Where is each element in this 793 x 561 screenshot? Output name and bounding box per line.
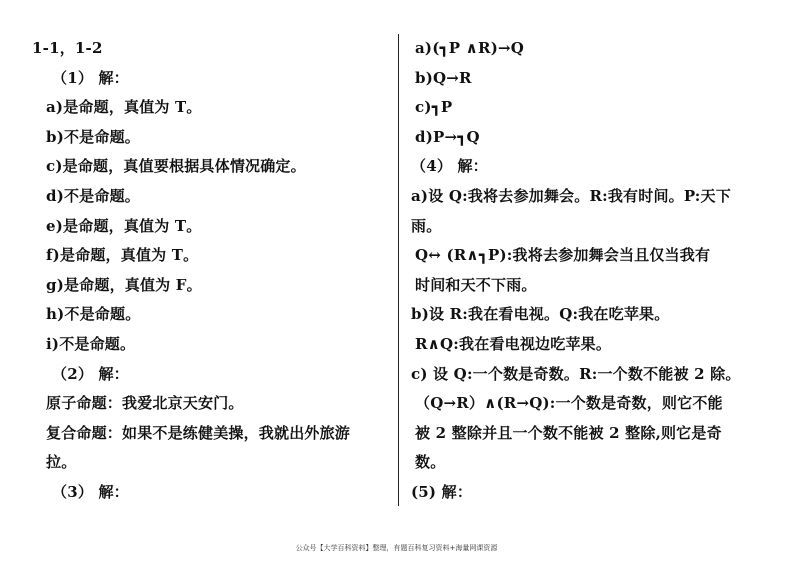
question-heading: （4） 解： <box>411 157 488 176</box>
answer-line: c) 设 Q:一个数是奇数。R:一个数不能被 2 除。 <box>411 364 741 383</box>
answer-line: b)设 R:我在看电视。Q:我在吃苹果。 <box>411 305 670 324</box>
left-column <box>32 34 392 508</box>
column-divider <box>398 34 399 506</box>
answer-line: h)不是命题。 <box>46 305 141 324</box>
answer-line: e)是命题，真值为 T。 <box>46 216 202 235</box>
answer-line: 复合命题：如果不是练健美操，我就出外旅游 <box>46 423 351 442</box>
answer-line: a)设 Q:我将去参加舞会。R:我有时间。P:天下 <box>411 186 731 205</box>
answer-line: g)是命题，真值为 F。 <box>46 275 202 294</box>
formula-line: Q↔ (R∧┓P):我将去参加舞会当且仅当我有 <box>415 246 711 265</box>
answer-line: 时间和天不下雨。 <box>415 275 537 294</box>
footer-note: 公众号【大学百科资料】整理，有题百科复习资料+海量网课资源 <box>295 544 498 552</box>
answer-line: 拉。 <box>46 453 77 472</box>
right-column <box>411 34 783 508</box>
answer-line: 原子命题：我爱北京天安门。 <box>46 394 244 413</box>
formula-line: d)P→┓Q <box>415 127 480 146</box>
answer-line: f)是命题，真值为 T。 <box>46 246 199 265</box>
question-heading: (5) 解： <box>411 482 473 501</box>
formula-line: c)┓P <box>415 98 453 117</box>
formula-line: a)(┓P ∧R)→Q <box>415 39 525 57</box>
section-heading: 1-1，1-2 <box>32 39 103 57</box>
answer-line: a)是命题，真值为 T。 <box>46 98 202 117</box>
answer-line: b)不是命题。 <box>46 127 140 146</box>
answer-line: 雨。 <box>411 216 442 235</box>
question-heading: （2） 解： <box>52 364 129 383</box>
answer-line: d)不是命题。 <box>46 186 140 205</box>
answer-line: 被 2 整除并且一个数不能被 2 整除,则它是奇 <box>415 423 722 442</box>
formula-line: b)Q→R <box>415 68 472 87</box>
question-heading: （1） 解： <box>52 68 129 87</box>
answer-line: i)不是命题。 <box>46 334 136 353</box>
formula-line: （Q→R）∧(R→Q):一个数是奇数，则它不能 <box>415 394 723 413</box>
formula-line: R∧Q:我在看电视边吃苹果。 <box>415 334 612 353</box>
answer-line: 数。 <box>415 453 446 472</box>
question-heading: （3） 解： <box>52 482 129 501</box>
answer-line: c)是命题，真值要根据具体情况确定。 <box>46 157 306 176</box>
